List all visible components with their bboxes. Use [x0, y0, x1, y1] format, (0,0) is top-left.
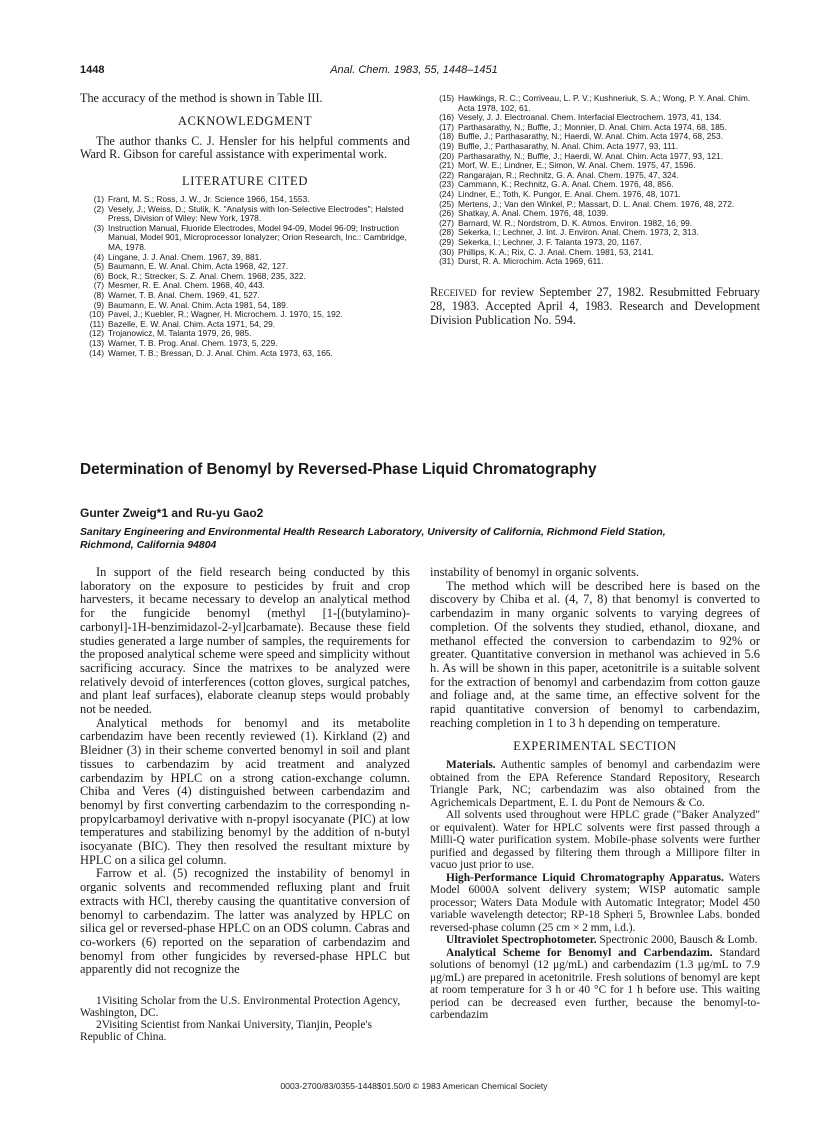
- reference-number: (7): [93, 280, 104, 291]
- reference-number: (29): [439, 236, 454, 247]
- reference-item: [430, 257, 760, 267]
- body-right-column: [430, 566, 760, 1022]
- reference-text: Baumann, E. W. Anal. Chim. Acta 1981, 54, 189.: [108, 299, 289, 310]
- reference-text: Lingane, J. J. Anal. Chem. 1967, 39, 881.: [108, 251, 262, 262]
- method-basis-paragraph: The method which will be described here is based on the discovery by Chiba et al. (4, 7, 8) that benomyl is converted to carbendazim in many organic solvents to varying degrees of completion. Of the solvents they studied, ethanol, dioxane, and methanol effected the conversion to carbendazim to 92% or greater. Quantitative conversion in methanol was achieved in 5.6 h. As will be shown in this paper, acetonitrile is a suitable solvent for the extraction of benomyl and carbendazim from cotton gauze and foliage and, at the same time, an effective solvent for the rapid quantitative conversion of benomyl to carbendazim, reaching completion in 1 to 3 h depending on temperature.: [430, 578, 760, 730]
- reference-item: [80, 349, 410, 359]
- hplc-paragraph: [430, 872, 760, 935]
- scheme-label: Analytical Scheme for Benomyl and Carbendazim.: [446, 946, 713, 959]
- materials-paragraph: [430, 759, 760, 809]
- scheme-paragraph: [430, 947, 760, 1022]
- reference-text: Warner, T. B. Prog. Anal. Chem. 1973, 5, 229.: [108, 338, 278, 349]
- reference-number: (6): [93, 270, 104, 281]
- body-left-column: [80, 566, 410, 1043]
- reference-text: Parthasarathy, N.; Buffle, J.; Haerdi, W. Anal. Chim. Acta 1977, 93, 121.: [458, 150, 724, 161]
- reference-number: (25): [439, 198, 454, 209]
- journal-citation: Anal. Chem. 1983, 55, 1448–1451: [330, 64, 498, 76]
- uv-label: Ultraviolet Spectrophotometer.: [446, 934, 597, 947]
- reference-number: (27): [439, 217, 454, 228]
- reference-text: Trojanowicz, M. Talanta 1979, 26, 985.: [108, 328, 252, 339]
- scheme-text: Standard solutions of benomyl (12 μg/mL) and carbendazim (1.3 μg/mL to 7.9 μg/mL) are prepared in acetonitrile. Fresh solutions of benomyl are kept at room temperature for 3 h or 40 °C for 1 h before use. This waiting period can be decreased even further, because the benomyl-to-carbendazim: [430, 946, 761, 1022]
- footnote-2: 2Visiting Scientist from Nankai University, Tianjin, People's Republic of China.: [80, 1019, 372, 1044]
- article-affiliation: [80, 526, 760, 552]
- acknowledgment-heading: ACKNOWLEDGMENT: [177, 113, 313, 128]
- hplc-label: High-Performance Liquid Chromatography Apparatus.: [446, 871, 724, 884]
- reference-item: [80, 205, 410, 224]
- reference-item: [80, 224, 410, 253]
- reference-number: (11): [89, 318, 104, 329]
- intro-paragraph-2: Analytical methods for benomyl and its metabolite carbendazim have been recently reviewed (1). Kirkland (2) and Bleidner (3) in their scheme converted benomyl in soil and plant tissues to carbendazim by acid treatment and analyzed carbendazim by HPLC on a strong cation-exchange column. Chiba and Veres (4) distinguished between carbendazim and benomyl by first converting carbendazim to the corresponding n-propylcarbamoyl derivative with n-propyl isocyanate (PIC) at low temperatures and stabilizing benomyl by the addition of n-butyl isocyanate (BIC). They then resolved the resultant mixture by HPLC on a silica gel column.: [80, 715, 410, 867]
- affiliation-line-1: Sanitary Engineering and Environmental Health Research Laboratory, University of California, Richmond Field Station,: [80, 527, 666, 538]
- reference-text: Sekerka, I.; Lechner, J. F. Talanta 1973, 20, 1167.: [458, 236, 642, 247]
- experimental-heading: EXPERIMENTAL SECTION: [513, 739, 677, 754]
- article-authors: Gunter Zweig*1 and Ru-yu Gao2: [80, 506, 264, 520]
- reference-text: Morf, W. E.; Lindner, E.; Simon, W. Anal. Chem. 1975, 47, 1596.: [458, 160, 696, 171]
- reference-number: (19): [439, 140, 454, 151]
- reference-text: Cammann, K.; Rechnitz, G. A. Anal. Chem. 1976, 48, 856.: [458, 179, 674, 190]
- materials-text: Authentic samples of benomyl and carbendazim were obtained from the EPA Reference Standard Repository, Research Triangle Park, NC; carbendazim was also obtained from the Agrichemicals Department, E. I. du Pont de Nemours & Co.: [430, 759, 760, 809]
- literature-cited-heading: LITERATURE CITED: [181, 174, 309, 189]
- reference-text: Mertens, J.; Van den Winkel, P.; Massart, D. L. Anal. Chem. 1976, 48, 272.: [458, 198, 735, 209]
- received-label: Received: [430, 284, 477, 299]
- reference-number: (26): [439, 208, 454, 219]
- reference-text: Phillips, K. A.; Rix, C. J. Anal. Chem. 1981, 53, 2141.: [458, 246, 654, 257]
- reference-number: (20): [439, 150, 454, 161]
- reference-number: (16): [439, 112, 454, 123]
- reference-number: (30): [439, 246, 454, 257]
- reference-text: Instruction Manual, Fluoride Electrodes, Model 94-09, Model 96-09; Instruction Manual, Model 901, Microprocessor Ionalyzer; Orion Research, Inc.: Cambridge, MA, 1978.: [108, 222, 407, 253]
- reference-list-right: [430, 94, 760, 267]
- materials-label: Materials.: [446, 759, 496, 772]
- reference-text: Mesmer, R. E. Anal. Chem. 1968, 40, 443.: [108, 280, 265, 291]
- footnote-1: 1Visiting Scholar from the U.S. Environmental Protection Agency, Washington, DC.: [80, 995, 401, 1020]
- reference-text: Warner, T. B.; Bressan, D. J. Anal. Chim. Acta 1973, 63, 165.: [108, 347, 333, 358]
- reference-number: (8): [93, 290, 104, 301]
- reference-number: (2): [93, 203, 104, 214]
- reference-text: Shatkay, A. Anal. Chem. 1976, 48, 1039.: [458, 208, 609, 219]
- reference-text: Sekerka, I.; Lechner, J. Int. J. Environ. Anal. Chem. 1973, 2, 313.: [458, 227, 699, 238]
- reference-number: (15): [439, 93, 454, 103]
- reference-number: (3): [93, 222, 104, 233]
- solvents-paragraph: All solvents used throughout were HPLC grade ("Baker Analyzed" or equivalent). Water for HPLC solvents were first passed through a Milli-Q water purification system. Mobile-phase solvents were further purified and degassed by filtering them through a Millipore filter in vacuo just prior to use.: [430, 809, 760, 872]
- reference-number: (5): [93, 261, 104, 272]
- reference-number: (28): [439, 227, 454, 238]
- reference-text: Hawkings, R. C.; Corriveau, L. P. V.; Kushneriuk, S. A.; Wong, P. Y. Anal. Chim. Acta 1978, 102, 61.: [458, 93, 751, 113]
- page-number: 1448: [80, 64, 105, 76]
- accuracy-sentence: The accuracy of the method is shown in Table III.: [80, 91, 323, 105]
- reference-text: Buffle, J.; Parthasarathy, N. Anal. Chim. Acta 1977, 93, 111.: [458, 140, 679, 151]
- reference-number: (21): [439, 160, 454, 171]
- reference-text: Buffle, J.; Parthasarathy, N.; Haerdi, W. Anal. Chim. Acta 1974, 68, 253.: [458, 131, 724, 142]
- intro-continuation: instability of benomyl in organic solvents.: [430, 565, 640, 579]
- acknowledgment-text: The author thanks C. J. Hensler for his helpful comments and Ward R. Gibson for careful assistance with experimental work.: [80, 133, 410, 162]
- reference-number: (10): [89, 309, 104, 320]
- reference-text: Pavel, J.; Kuebler, R.; Wagner, H. Microchem. J. 1970, 15, 192.: [108, 309, 343, 320]
- received-text: for review September 27, 1982. Resubmitted February 28, 1983. Accepted April 4, 1983. Research and Development Division Publication No. 594.: [430, 284, 760, 327]
- reference-text: Barnard, W. R.; Nordstrom, D. K. Atmos. Environ. 1982, 16, 99.: [458, 217, 693, 228]
- hplc-text: Waters Model 6000A solvent delivery system; WISP automatic sample processor; Waters Data Module with Automatic Integrator; Model 450 variable wavelength detector; RP-18 Spheri 5, Brownlee Labs. bonded reversed-phase column (25 cm × 2 mm, i.d.).: [430, 871, 761, 934]
- uv-text: Spectronic 2000, Bausch & Lomb.: [596, 934, 758, 947]
- page-footer: 0003-2700/83/0355-1448$01.50/0 © 1983 American Chemical Society: [280, 1081, 548, 1091]
- reference-number: (14): [89, 347, 104, 358]
- reference-number: (22): [439, 169, 454, 180]
- reference-item: [430, 94, 760, 113]
- received-note: [430, 285, 760, 327]
- reference-number: (18): [439, 131, 454, 142]
- top-left-column: [80, 92, 410, 358]
- reference-list-left: [80, 195, 410, 358]
- reference-number: (4): [93, 251, 104, 262]
- article-title: Determination of Benomyl by Reversed-Phase Liquid Chromatography: [80, 461, 597, 478]
- reference-number: (12): [89, 328, 104, 339]
- reference-number: (24): [439, 188, 454, 199]
- reference-number: (23): [439, 179, 454, 190]
- intro-paragraph-3: Farrow et al. (5) recognized the instability of benomyl in organic solvents and recommended refluxing plant and fruit extracts with HCl, thereby causing the quantitative conversion of benomyl to carbendazim. The latter was analyzed by HPLC on silica gel or reversed-phase HPLC on an ODS column. Cabras and co-workers (6) reported on the separation of carbendazim and benomyl from other fungicides by reversed-phase HPLC but apparently did not recognize the: [80, 866, 410, 977]
- intro-paragraph-1: In support of the field research being conducted by this laboratory on the exposure to pesticides by fruit and crop harvesters, it became necessary to develop an analytical method for the fungicide benomyl (methyl [1-[(butylamino)-carbonyl]-1H-benzimidazol-2-yl]carbamate). Because these field studies generated a large number of samples, the requirements for the proposed analytical scheme were speed and simplicity without sacrificing accuracy. Since the matrixes to be analyzed were relatively devoid of interferences (cotton gloves, surgical patches, and plant leaf surfaces), elaborate cleanup steps would probably not be needed.: [80, 565, 410, 717]
- reference-text: Frant, M. S.; Ross, J. W., Jr. Science 1966, 154, 1553.: [108, 194, 310, 205]
- reference-number: (9): [93, 299, 104, 310]
- top-right-column: [430, 94, 760, 339]
- reference-text: Durst, R. A. Microchim. Acta 1969, 611.: [458, 256, 604, 267]
- reference-text: Bock, R.; Strecker, S. Z. Anal. Chem. 1968, 235, 322.: [108, 270, 306, 281]
- reference-text: Rangarajan, R.; Rechnitz, G. A. Anal. Chem. 1975, 47, 324.: [458, 169, 679, 180]
- uv-paragraph: [430, 934, 760, 947]
- reference-number: (31): [439, 256, 454, 267]
- reference-text: Bazelle, E. W. Anal. Chim. Acta 1971, 54, 29.: [108, 318, 276, 329]
- reference-text: Vesely, J. J. Electroanal. Chem. Interfacial Electrochem. 1973, 41, 134.: [458, 112, 722, 123]
- affiliation-line-2: Richmond, California 94804: [80, 540, 217, 551]
- reference-number: (17): [439, 121, 454, 132]
- reference-text: Lindner, E.; Toth, K. Pungor, E. Anal. Chem. 1976, 48, 1071.: [458, 188, 681, 199]
- reference-number: (13): [89, 338, 104, 349]
- reference-text: Parthasarathy, N.; Buffle, J.; Monnier, D. Anal. Chim. Acta 1974, 68, 185.: [458, 121, 727, 132]
- reference-text: Baumann, E. W. Anal. Chim. Acta 1968, 42, 127.: [108, 261, 289, 272]
- reference-number: (1): [93, 194, 104, 205]
- reference-text: Vesely, J.; Weiss, D.; Stulik, K. "Analysis with Ion-Selective Electrodes"; Halsted Press, Division of Wiley: New York, 1978.: [108, 203, 404, 224]
- reference-text: Warner, T. B. Anal. Chem. 1969, 41, 527.: [108, 290, 260, 301]
